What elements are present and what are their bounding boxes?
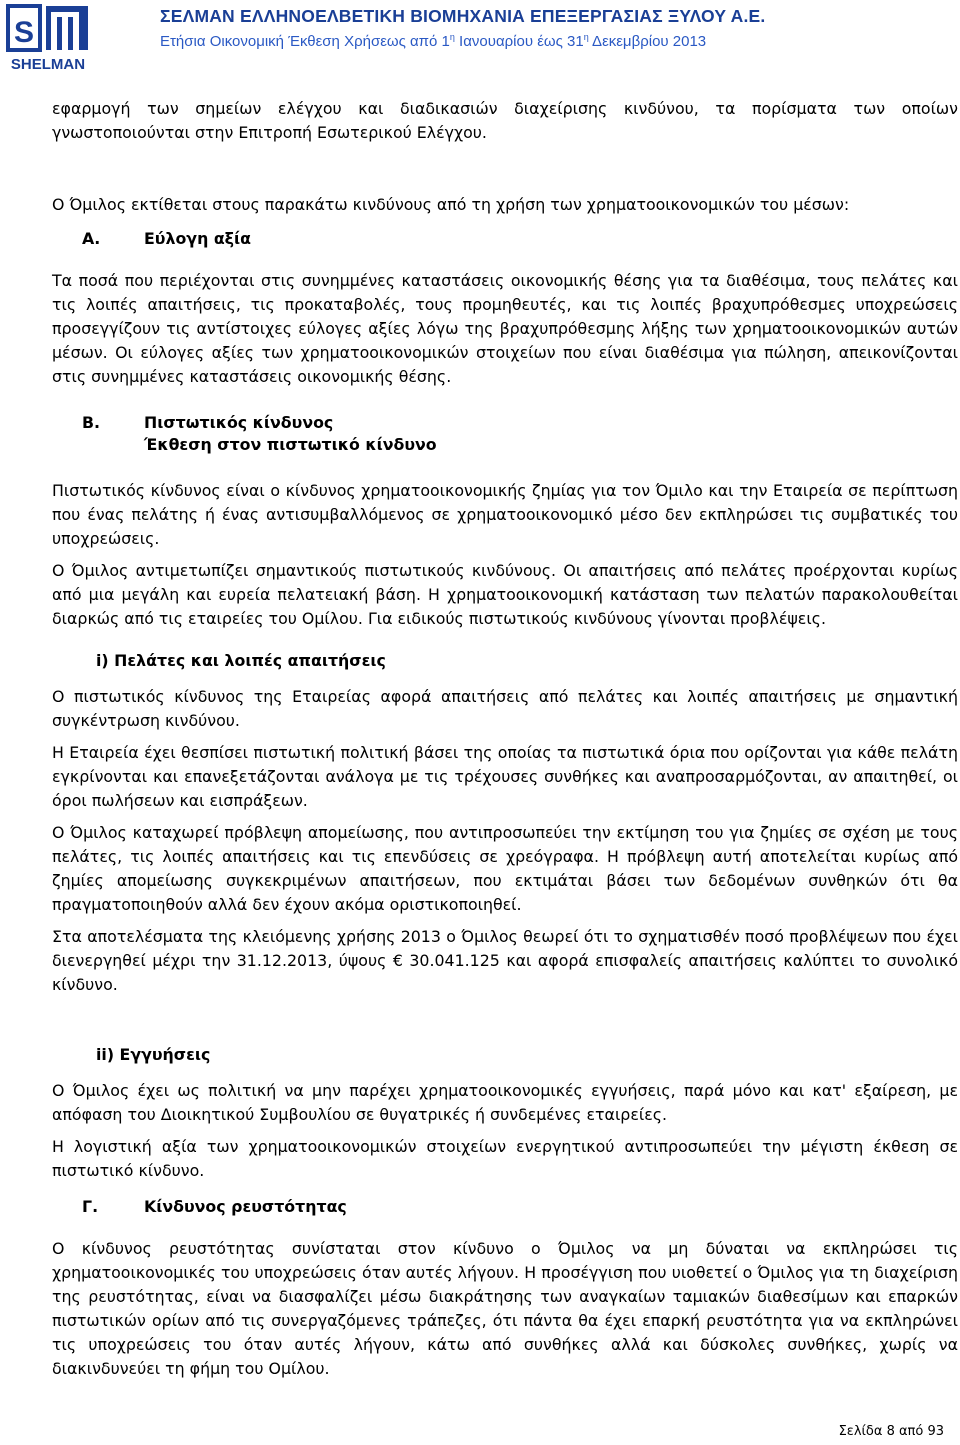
section-a-heading: Α. Εύλογη αξία [82,229,252,248]
subsection-i-heading: i) Πελάτες και λοιπές απαιτήσεις [96,651,386,670]
paragraph-liquidity: Ο κίνδυνος ρευστότητας συνίσταται στον κίνδυνο ο Όμιλος να μη δύναται να εκπληρώσει τις χρηματοοικονομικές του υποχρεώσεις όταν αυτές λήγουν. Η προσέγγιση που υιοθετεί ο Όμιλος για τη διαχείριση της ρευστότητας, είναι να διασφαλίζει μέσω διακράτησης των αναγκαίων ταμιακών διαθεσίμων και επαρκών πιστωτικών ορίων από τις συνεργαζόμενες τράπεζες, ότι πάντα θα έχει επαρκή ρευστότητα για να εκπληρώνει τις υποχρεώσεις του όταν αυτές λήγουν, κάτω από συνθήκες αλλά και δύσκολες συνθήκες, χωρίς να διακινδυνεύει τη φήμη του Ομίλου. [52,1239,958,1378]
svg-text:SHELMAN: SHELMAN [10,56,86,72]
paragraph-guarantees-2: Η λογιστική αξία των χρηματοοικονομικών στοιχείων ενεργητικού αντιπροσωπεύει την μέγιστη έκθεση σε πιστωτικό κίνδυνο. [52,1137,958,1180]
shelman-logo-icon [6,4,90,72]
paragraph-intro: εφαρμογή των σημείων ελέγχου και διαδικασιών διαχείρισης κινδύνου, τα πορίσματα των οποίων γνωστοποιούνται στην Επιτροπή Εσωτερικού Ελέγχου. [52,99,958,142]
paragraph-fair-value: Τα ποσά που περιέχονται στις συνημμένες καταστάσεις οικονομικής θέσης για τα διαθέσιμα, τους πελάτες και τις λοιπές απαιτήσεις, τις προκαταβολές, τους προμηθευτές, και τις λοιπές βραχυπρόθεσμες υποχρεώσεις προσεγγίζουν τις αντίστοιχες εύλογες αξίες λόγω της βραχυπρόθεσμης λήξης των χρηματοοικονομικών αυτών μέσων. Οι εύλογες αξίες των χρηματοοικονομικών στοιχείων που είναι διαθέσιμα για πώληση, απεικονίζονται στις συνημμένες καταστάσεις οικονομικής θέσης. [52,271,958,386]
document-body [52,97,958,1381]
report-title: Ετήσια Οικονομική Έκθεση Χρήσεως από $1^\eta$ Ιανουαρίου έως $31^\eta$ Δεκεμβρίου 2013 [160,32,707,50]
paragraph-guarantees-1: Ο Όμιλος έχει ως πολιτική να μην παρέχει χρηματοοικονομικές εγγυήσεις, παρά μόνο και κατ' εξαίρεση, με απόφαση του Διοικητικού Συμβουλίου σε θυγατρικές ή συνδεμένες εταιρείες. [52,1081,958,1124]
paragraph-credit-1: Πιστωτικός κίνδυνος είναι ο κίνδυνος χρηματοοικονομικής ζημίας για τον Όμιλο και την Εταιρεία σε περίπτωση που ένας πελάτης ή ένας αντισυμβαλλόμενος σε χρηματοοικονομικό μέσο δεν εκπληρώσει τις συμβατικές του υποχρεώσεις. [52,481,958,548]
page-number: Σελίδα 8 από 93 [838,1424,944,1439]
paragraph-credit-2: Ο Όμιλος αντιμετωπίζει σημαντικούς πιστωτικούς κινδύνους. Οι απαιτήσεις από πελάτες προέρχονται κυρίως από μια μεγάλη και ευρεία πελατειακή βάση. Η χρηματοοικονομική κατάσταση των πελατών παρακολουθείται διαρκώς από τις εταιρείες του Ομίλου. Για ειδικούς πιστωτικούς κινδύνους γίνονται προβλέψεις. [52,561,958,628]
paragraph-risks: Ο Όμιλος εκτίθεται στους παρακάτω κινδύνους από τη χρήση των χρηματοοικονομικών του μέσων: [52,195,850,214]
svg-text:S: S [13,16,35,49]
company-name: ΣΕΛΜΑΝ ΕΛΛΗΝΟΕΛΒΕΤΙΚΗ ΒΙΟΜΗΧΑΝΙΑ ΕΠΕΞΕΡΓΑΣΙΑΣ ΞΥΛΟΥ Α.Ε. [160,6,766,26]
page-header [0,0,960,78]
paragraph-customers-1: Ο πιστωτικός κίνδυνος της Εταιρείας αφορά απαιτήσεις από πελάτες και λοιπές απαιτήσεις με σημαντική συγκέντρωση κινδύνου. [52,687,958,730]
subsection-ii-heading: ii) Εγγυήσεις [96,1045,211,1064]
section-b-heading: Β. Πιστωτικός κίνδυνος [82,413,334,432]
section-b-subheading: Έκθεση στον πιστωτικό κίνδυνο [144,435,437,454]
paragraph-customers-3: Ο Όμιλος καταχωρεί πρόβλεψη απομείωσης, που αντιπροσωπεύει την εκτίμηση του για ζημίες σε σχέση με τους πελάτες, τις λοιπές απαιτήσεις και τις επενδύσεις σε χρεόγραφα. Η πρόβλεψη αυτή αποτελείται κυρίως από ζημίες απομείωσης συγκεκριμένων απαιτήσεων, που εκτιμάται βάσει των δεδομένων συνθηκών ότι θα πραγματοποιηθούν αλλά δεν έχουν ακόμα οριστικοποιηθεί. [52,823,958,914]
paragraph-customers-2: Η Εταιρεία έχει θεσπίσει πιστωτική πολιτική βάσει της οποίας τα πιστωτικά όρια που ορίζονται για κάθε πελάτη εγκρίνονται και επανεξετάζονται ανάλογα με τις τρέχουσες συνθήκες και αναπροσαρμόζονται, αν απαιτηθεί, οι όροι πωλήσεων και εισπράξεων. [52,743,958,810]
paragraph-customers-4: Στα αποτελέσματα της κλειόμενης χρήσης 2013 ο Όμιλος θεωρεί ότι το σχηματισθέν ποσό προβλέψεων που έχει διενεργηθεί μέχρι την 31.12.2013, ύψους € 30.041.125 και αφορά επισφαλείς απαιτήσεις καλύπτει το συνολικό κίνδυνο. [52,927,958,994]
section-c-heading: Γ. Κίνδυνος ρευστότητας [82,1197,347,1216]
